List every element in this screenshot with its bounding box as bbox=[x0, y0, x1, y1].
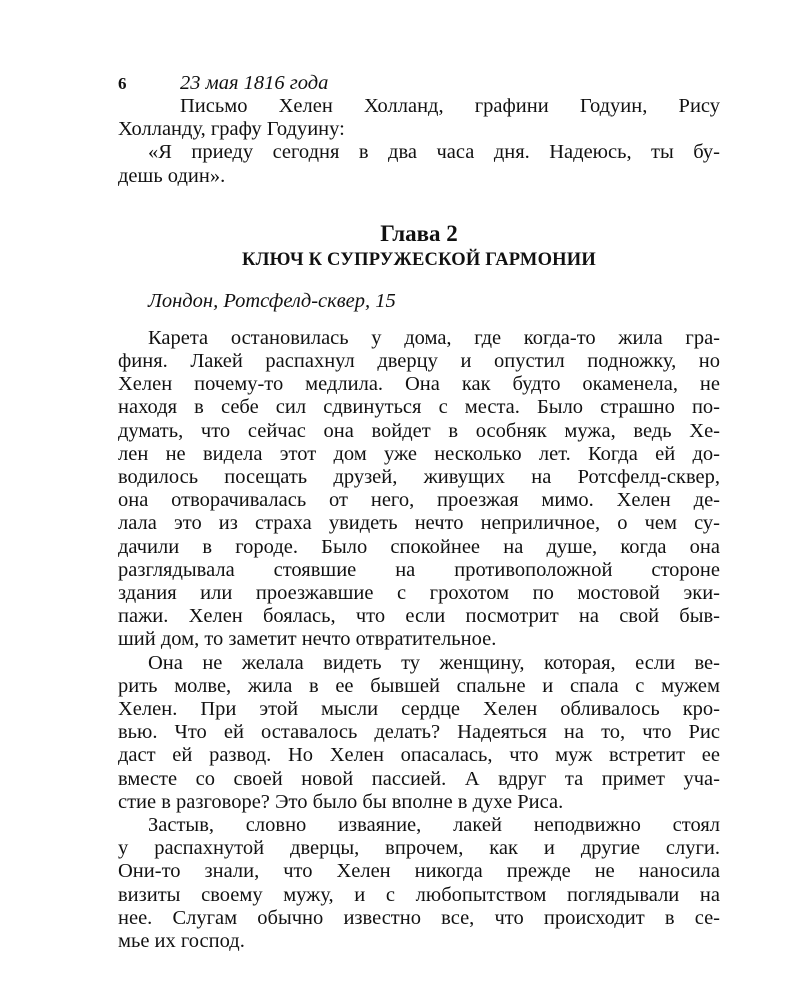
body-line: вью. Что ей оставалось делать? Надеяться на то, что Рис bbox=[118, 721, 720, 744]
body-line: здания или проезжавшие с грохотом по мостовой эки- bbox=[118, 582, 720, 605]
page-header bbox=[118, 72, 720, 95]
body-line: пажи. Хелен боялась, что если посмотрит на свой быв- bbox=[118, 605, 720, 628]
body-line: водилось посещать друзей, живущих на Ротсфелд-сквер, bbox=[118, 466, 720, 489]
body-line: она отворачивалась от него, проезжая мимо. Хелен де- bbox=[118, 489, 720, 512]
body-line: Она не желала видеть ту женщину, которая, если ве- bbox=[148, 651, 720, 674]
body-line: даст ей развод. Но Хелен опасалась, что муж встретит ее bbox=[118, 744, 720, 767]
body-line: Хелен почему-то медлила. Она как будто окаменела, не bbox=[118, 373, 720, 396]
chapter-title: КЛЮЧ К СУПРУЖЕСКОЙ ГАРМОНИИ bbox=[242, 249, 596, 270]
body-line: рить молве, жила в ее бывшей спальне и спала с мужем bbox=[118, 674, 720, 697]
letter-line: Письмо Хелен Холланд, графини Годуин, Рису bbox=[180, 95, 720, 117]
body-line: лала это из страха увидеть нечто неприличное, о чем су- bbox=[118, 512, 720, 535]
chapter-number: Глава 2 bbox=[380, 220, 458, 246]
body-line: стие в разговоре? Это было бы вполне в духе Риса. bbox=[118, 790, 564, 813]
body-line: Застыв, словно изваяние, лакей неподвижно стоял bbox=[148, 814, 720, 837]
body-line: финя. Лакей распахнул дверцу и опустил подножку, но bbox=[118, 350, 720, 373]
body-line: Карета остановилась у дома, где когда-то жила гра- bbox=[148, 326, 720, 349]
body-line: визиты своему мужу, и с любопытством поглядывали на bbox=[118, 883, 720, 906]
body-line: думать, что сейчас она войдет в особняк мужа, ведь Хе- bbox=[118, 419, 720, 442]
body-line: у распахнутой дверцы, впрочем, как и другие слуги. bbox=[118, 837, 720, 860]
body-line: разглядывала стоявшие на противоположной стороне bbox=[118, 558, 720, 581]
chapter-body bbox=[118, 327, 720, 953]
letter-line: Холланду, графу Годуину: bbox=[118, 118, 345, 141]
page-number: 6 bbox=[118, 74, 127, 93]
body-line: вместе со своей новой пассией. А вдруг та примет уча- bbox=[118, 767, 720, 790]
body-line: мье их господ. bbox=[118, 930, 245, 953]
body-line: находя в себе сил сдвинуться с места. Было страшно по- bbox=[118, 396, 720, 419]
body-line: лен не видела этот дом уже несколько лет. Когда ей до- bbox=[118, 442, 720, 465]
body-line: Они-то знали, что Хелен никогда прежде не наносила bbox=[118, 860, 720, 883]
body-line: Хелен. При этой мысли сердце Хелен обливалось кро- bbox=[118, 698, 720, 721]
letter-line: дешь один». bbox=[118, 164, 226, 187]
body-line: ший дом, то заметит нечто отвратительное. bbox=[118, 628, 497, 651]
body-line: нее. Слугам обычно известно все, что происходит в се- bbox=[118, 906, 720, 929]
book-page bbox=[118, 72, 720, 953]
letter-block bbox=[118, 95, 720, 188]
chapter-location: Лондон, Ротсфелд-сквер, 15 bbox=[148, 289, 396, 312]
body-line: дачили в городе. Было спокойнее на душе, когда она bbox=[118, 535, 720, 558]
letter-line: «Я приеду сегодня в два часа дня. Надеюсь, ты бу- bbox=[148, 141, 720, 164]
letter-date: 23 мая 1816 года bbox=[180, 72, 329, 94]
